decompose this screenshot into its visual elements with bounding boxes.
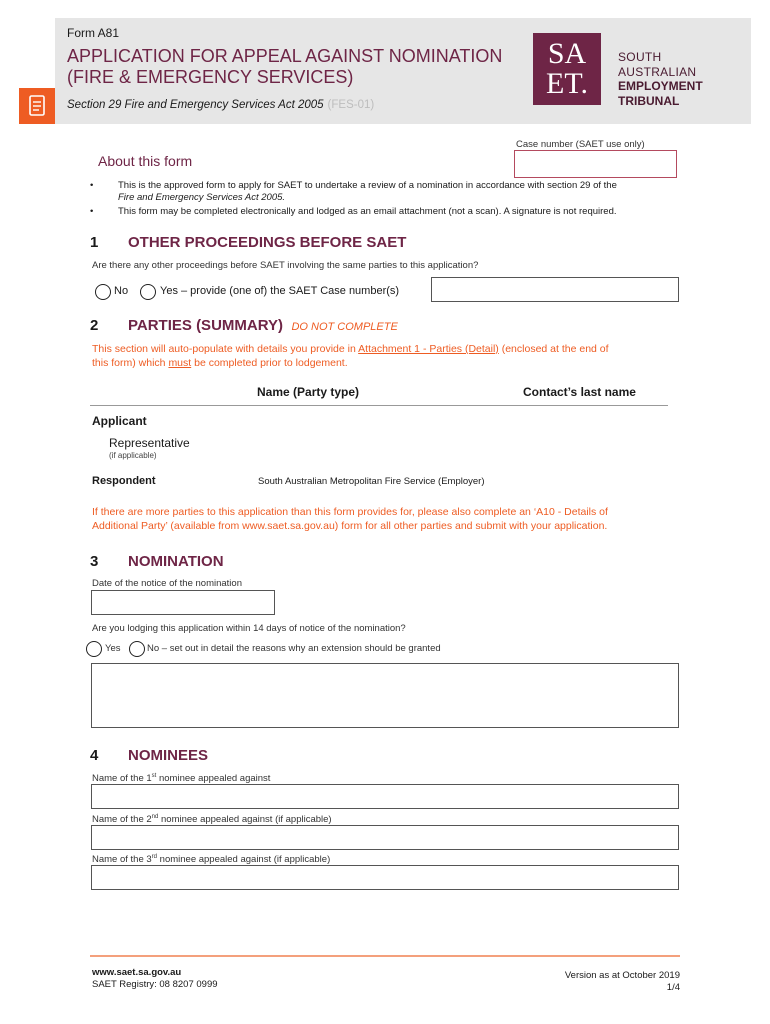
section-title: NOMINEES xyxy=(128,747,209,764)
column-header-contact: Contact’s last name xyxy=(523,385,636,399)
yes-label: Yes – provide (one of) the SAET Case number(s) xyxy=(160,285,400,297)
section-number: 3 xyxy=(90,553,99,570)
saet-logo: SA ET. xyxy=(533,33,601,105)
section-title: PARTIES (SUMMARY) DO NOT COMPLETE xyxy=(128,317,398,334)
parties-intro: This section will auto-populate with details you provide in Attachment 1 - Parties (Detail) (enclosed at the end of this form) which must be completed prior to lodgement. xyxy=(92,343,609,369)
page-number: 1/4 xyxy=(666,982,680,993)
no-radio[interactable] xyxy=(95,284,111,300)
section-number: 2 xyxy=(90,317,99,334)
respondent-value: South Australian Metropolitan Fire Service (Employer) xyxy=(258,476,485,487)
website-link[interactable]: www.saet.sa.gov.au xyxy=(92,967,182,978)
if-applicable-note: (if applicable) xyxy=(109,451,157,460)
about-bullets xyxy=(90,180,680,220)
section-title: NOMINATION xyxy=(128,553,224,570)
question-label: Are you lodging this application within 14 days of notice of the nomination? xyxy=(92,623,406,634)
do-not-complete-note: DO NOT COMPLETE xyxy=(291,321,398,333)
case-number-label: Case number (SAET use only) xyxy=(516,139,645,150)
yes-label: Yes xyxy=(105,643,121,654)
no-radio[interactable] xyxy=(129,641,145,657)
date-label: Date of the notice of the nomination xyxy=(92,578,242,589)
saet-logo-text: SOUTH AUSTRALIAN EMPLOYMENT TRIBUNAL xyxy=(618,50,703,108)
nominee-3-input[interactable] xyxy=(91,865,679,890)
list-item: • This form may be completed electronically and lodged as an email attachment (not a scan). A signature is not required. xyxy=(90,206,680,218)
nominee-3-label: Name of the 3rd nominee appealed against (if applicable) xyxy=(92,854,331,866)
section-number: 1 xyxy=(90,234,99,251)
page-subtitle: Section 29 Fire and Emergency Services Act 2005 (FES-01) xyxy=(67,99,375,111)
footer-divider xyxy=(90,955,680,957)
no-label: No – set out in detail the reasons why an extension should be granted xyxy=(147,643,441,654)
document-icon xyxy=(19,88,55,124)
representative-label: Representative xyxy=(109,436,190,450)
form-code: (FES-01) xyxy=(327,99,375,111)
yes-radio[interactable] xyxy=(86,641,102,657)
section-title: OTHER PROCEEDINGS BEFORE SAET xyxy=(128,234,407,251)
nominee-2-label: Name of the 2nd nominee appealed against (if applicable) xyxy=(92,814,332,826)
respondent-label: Respondent xyxy=(92,475,156,487)
saet-case-number-input[interactable] xyxy=(431,277,679,302)
extension-reasons-textarea[interactable] xyxy=(91,663,679,728)
document-tab xyxy=(19,88,55,124)
case-number-field[interactable] xyxy=(514,150,677,178)
notice-date-input[interactable] xyxy=(91,590,275,615)
list-item: • This is the approved form to apply for SAET to undertake a review of a nomination in accordance with section 29 of the Fire and Emergency Services Act 2005. xyxy=(90,180,680,204)
registry-phone: SAET Registry: 08 8207 0999 xyxy=(92,979,218,990)
about-heading: About this form xyxy=(98,153,193,169)
page-title: APPLICATION FOR APPEAL AGAINST NOMINATION (FIRE & EMERGENCY SERVICES) xyxy=(67,46,503,87)
column-header-name: Name (Party type) xyxy=(257,385,360,399)
yes-radio[interactable] xyxy=(140,284,156,300)
nominee-2-input[interactable] xyxy=(91,825,679,850)
divider xyxy=(90,405,668,406)
applicant-label: Applicant xyxy=(92,414,147,428)
section-number: 4 xyxy=(90,747,99,764)
version-note: Version as at October 2019 xyxy=(564,970,680,981)
nominee-1-input[interactable] xyxy=(91,784,679,809)
no-label: No xyxy=(114,285,129,297)
nominee-1-label: Name of the 1st nominee appealed against xyxy=(92,773,271,785)
question-label: Are there any other proceedings before SAET involving the same parties to this application? xyxy=(92,260,479,271)
form-number: Form A81 xyxy=(67,26,120,40)
attachment-link[interactable]: Attachment 1 - Parties (Detail) xyxy=(358,343,499,355)
additional-parties-note: If there are more parties to this application than this form provides for, please also complete an ‘A10 - Details of Additional Party’ (available from www.saet.sa.gov.au) form for all other parties and submit with your application. xyxy=(92,506,608,532)
